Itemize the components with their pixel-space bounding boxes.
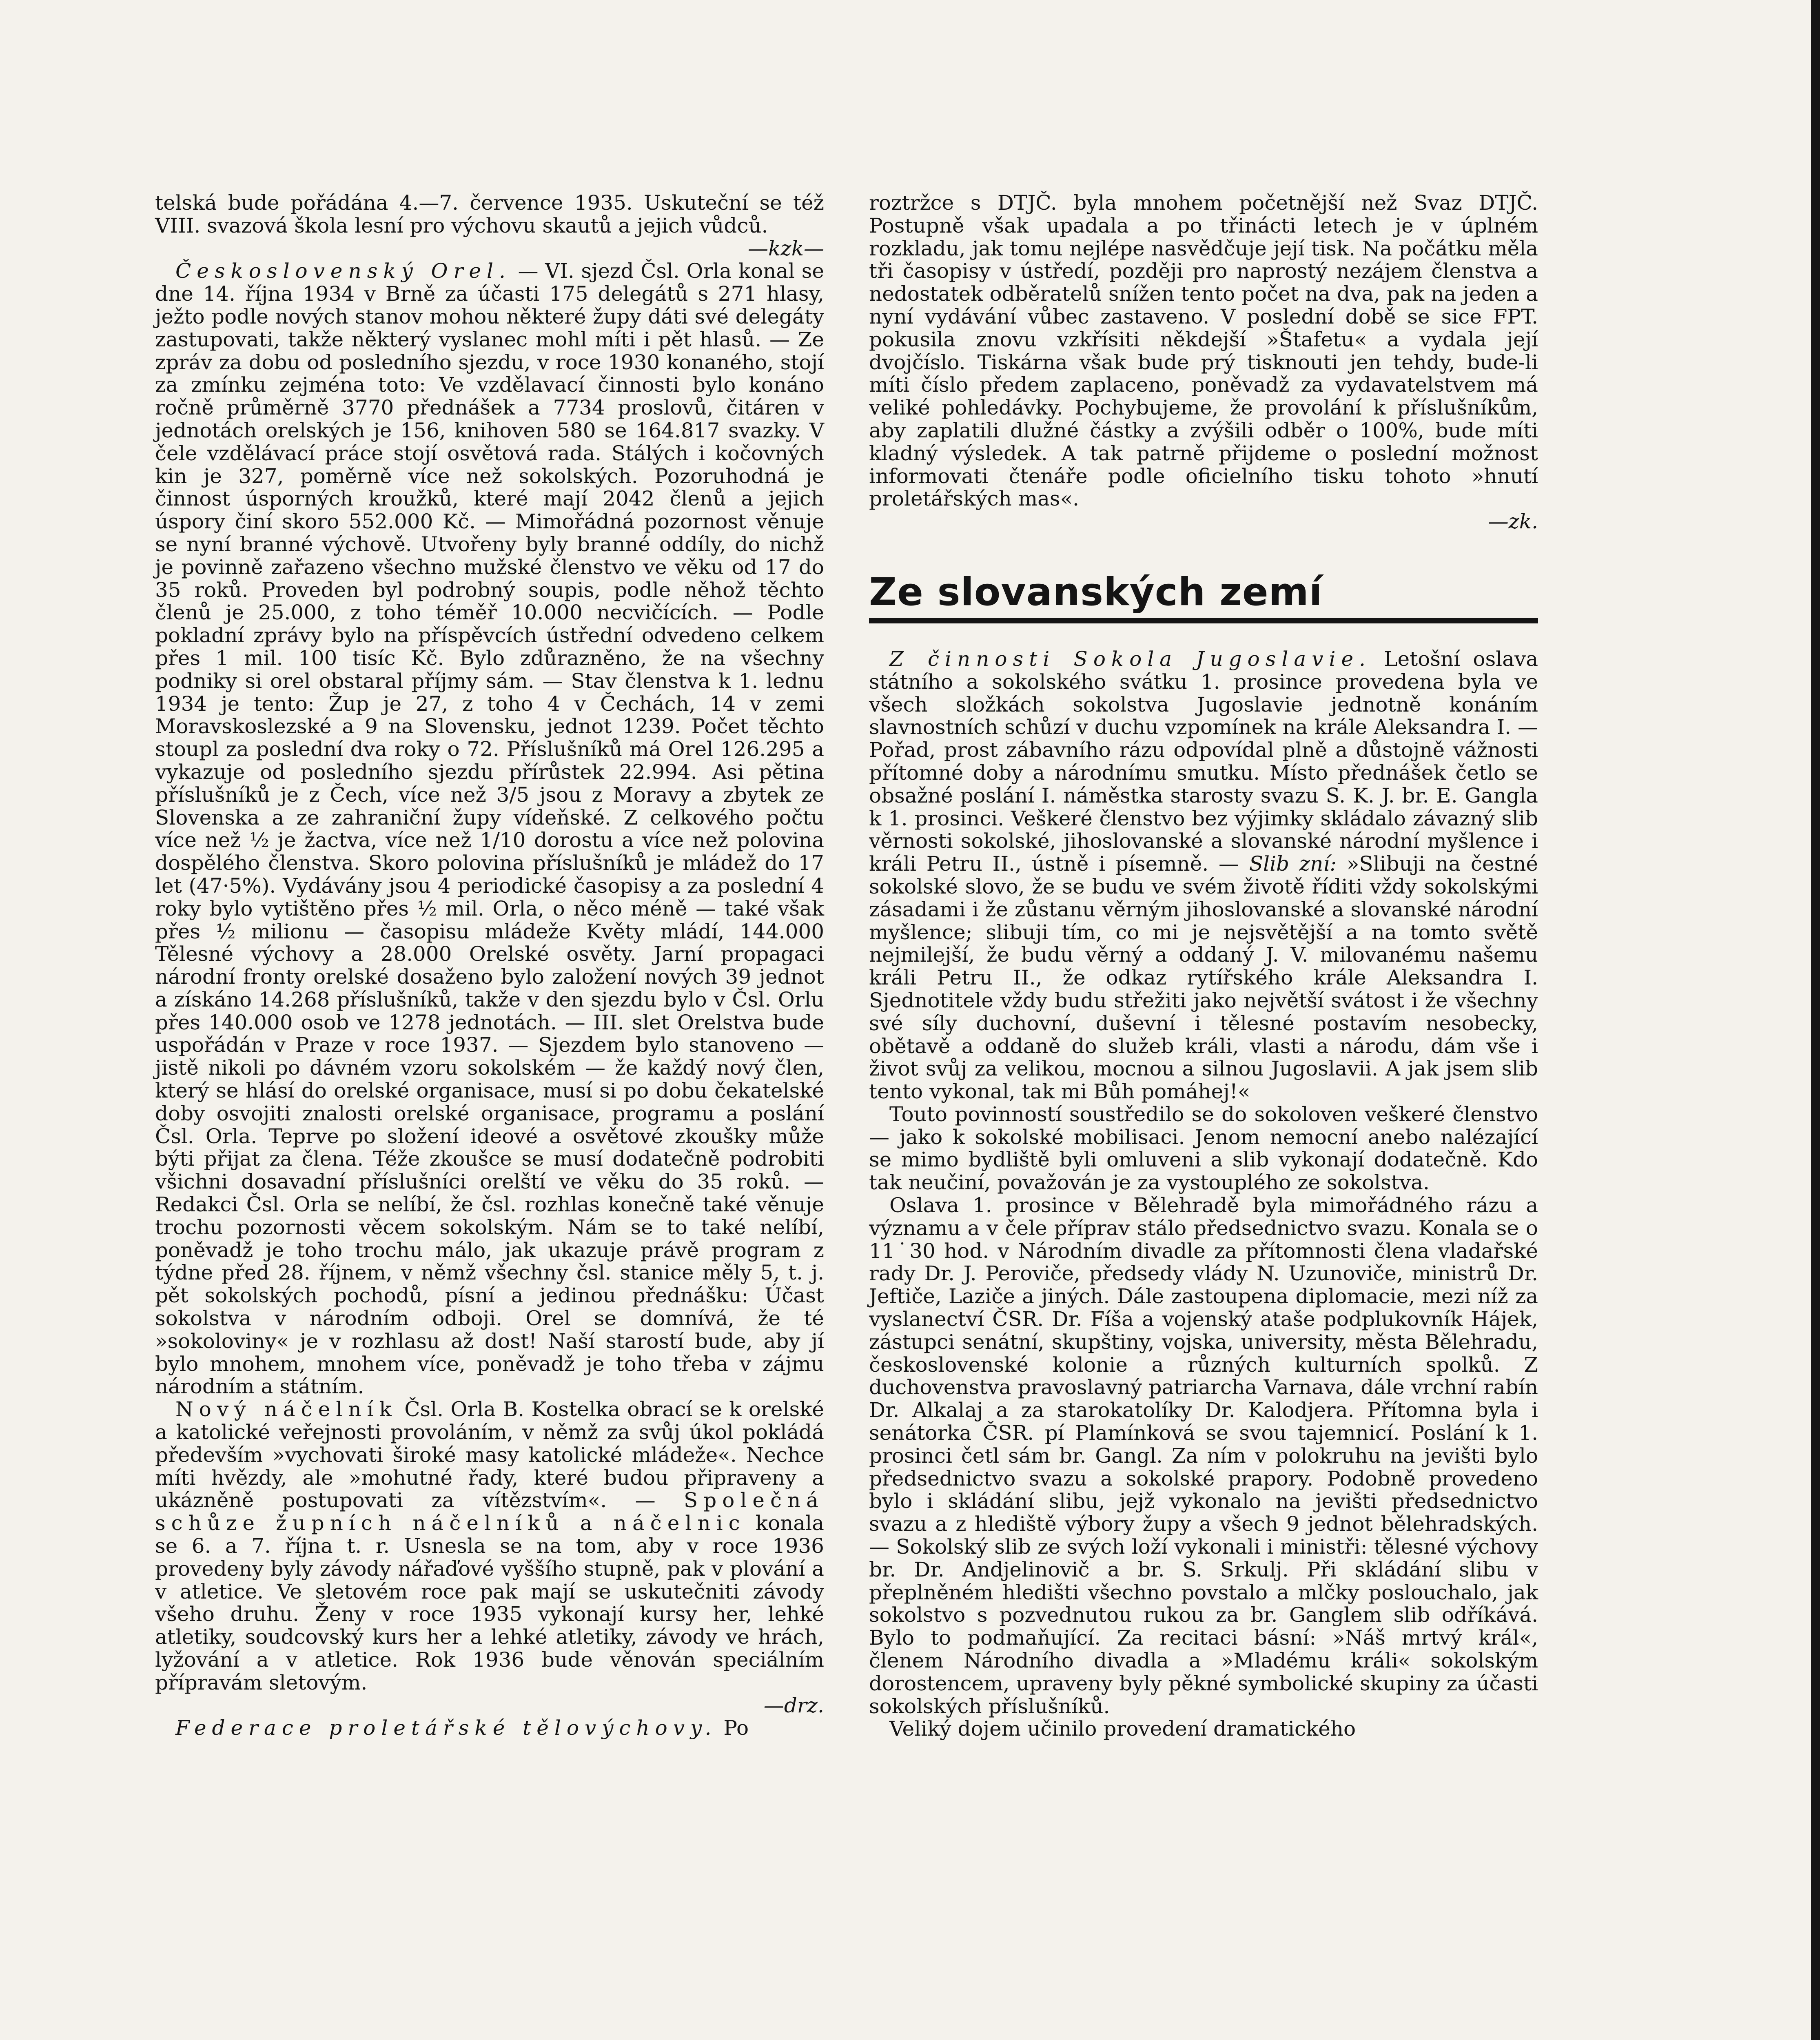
heading-sokol-jugoslavie: Z činnosti Sokola Jugoslavie. — [889, 647, 1371, 671]
paragraph-sokol-jugoslavie: Z činnosti Sokola Jugoslavie. Letošní oslava státního a sokolského svátku 1. prosince provedena byla ve všech složkách sokolstva Jugoslavie jednotně konáním slavnostních schůzí v duchu vzpomínek na krále Aleksandra I. — Pořad, prost zábavního rázu odpovídal plně a důstojně vážnosti přítomné doby a národnímu smutku. Místo přednášek četlo se obsažné poslání I. náměstka starosty svazu S. K. J. br. E. Gangla k 1. prosinci. Veškeré členstvo bez výjimky skládalo závazný slib věrnosti sokolské, jihoslovanské a slovanské národní myšlence i králi Petru II., ústně i písemně. — Slib zní: »Slibuji na čestné sokolské slovo, že se budu ve svém životě říditi vždy sokolskými zásadami i že zůstanu věrným jihoslovanské a slovanské národní myšlence; slibuji tím, co mi je nejsvětější a na tomto světě nejmilejší, že budu věrný a oddaný J. V. milovanému našemu králi Petru II., že odkaz rytířského krále Aleksandra I. Sjednotitele vždy budu střežiti jako největší svátost i že všechny své síly duchovní, duševní i tělesné postavím nesobecky, obětavě a oddaně do služeb králi, vlasti a národu, dám vše i život svůj za velikou, mocnou a silnou Jugoslavii. A jak jsem slib tento vykonal, tak mi Bůh pomáhej!« — [869, 647, 1538, 1104]
left-column — [155, 192, 824, 1740]
signature-kzk: —kzk— — [748, 236, 824, 260]
paragraph-fpt: roztržce s DTJČ. byla mnohem početnější než Svaz DTJČ. Postupně však upadala a po třinácti letech je v úplném rozkladu, jak tomu nejlépe nasvědčuje její tisk. Na počátku měla tři časopisy v ústředí, později pro naprostý nezájem členstva a nedostatek odběratelů snížen tento počet na dva, pak na jeden a nyní vydávání vůbec zastaveno. V poslední době se sice FPT. pokusila znovu vzkřísiti někdejší »Štafetu« a vydala její dvojčíslo. Tiskárna však bude prý tisknouti jen tehdy, bude-li míti číslo předem zaplaceno, poněvadž za vydavatelstvem má veliké pohledávky. Pochybujeme, že provolání k příslušníkům, aby zaplatili dlužné částky a zvýšili odběr o 100%, bude míti kladný výsledek. A tak patrně přijdeme o poslední možnost informovati čtenáře podle oficielního tisku tohoto »hnutí proletářských mas«. —zk. — [869, 191, 1538, 534]
heading-novy-nacelnik: Nový náčelník — [175, 1397, 397, 1421]
scan-edge-right — [1811, 0, 1820, 2040]
signature-drz: —drz. — [763, 1693, 824, 1717]
heading-ceskoslovensky-orel: Československý Orel. — [175, 259, 511, 283]
paragraph-federace: Federace proletářské tělovýchovy. Po — [175, 1716, 749, 1740]
heading-slib-zni: Slib zní: — [1249, 852, 1337, 876]
paragraph-dojem: Veliký dojem učinilo provedení dramatického — [889, 1717, 1356, 1741]
right-column — [869, 192, 1538, 1741]
section-title: Ze slovanských zemí — [869, 570, 1538, 623]
paragraph-skauti-end: telská bude pořádána 4.—7. července 1935. Uskuteční se též VIII. svazová škola lesní pro výchovu skautů a jejich vůdců. —kzk— — [155, 191, 824, 260]
signature-zk: —zk. — [1488, 510, 1538, 534]
paragraph-povinnost: Touto povinností soustředilo se do sokoloven veškeré členstvo — jako k sokolské mobilisaci. Jenom nemocní anebo nalézající se mimo bydliště byli omluveni a slib vykonají dodatečně. Kdo tak neučiní, považován je za vystouplého ze sokolstva. — [869, 1102, 1538, 1195]
heading-federace: Federace proletářské tělovýchovy. — [175, 1716, 717, 1740]
paragraph-orel: Československý Orel. — VI. sjezd Čsl. Orla konal se dne 14. října 1934 v Brně za účasti 175 delegátů s 271 hlasy, ježto podle nových stanov mohou některé župy dáti své delegáty zastupovati, takže některý vyslanec mohl míti i pět hlasů. — Ze zpráv za dobu od posledního sjezdu, v roce 1930 konaného, stojí za zmínku zejména toto: Ve vzdělavací činnosti bylo konáno ročně průměrně 3770 přednášek a 7734 proslovů, čitáren v jednotách orelských je 156, knihoven 580 se 164.817 svazky. V čele vzdělávací práce stojí osvětová rada. Stálých i kočovných kin je 327, poměrně více než sokolských. Pozoruhodná je činnost úsporných kroužků, které mají 2042 členů a jejich úspory činí skoro 552.000 Kč. — Mimořádná pozornost věnuje se nyní branné výchově. Utvořeny byly branné oddíly, do nichž je povinně zařazeno všechno mužské členstvo ve věku od 17 do 35 roků. Proveden byl podrobný soupis, podle něhož těchto členů je 25.000, z toho téměř 10.000 necvičících. — Podle pokladní zprávy bylo na příspěvcích ústřední odvedeno celkem přes 1 mil. 100 tisíc Kč. Bylo zdůrazněno, že na všechny podniky si orel obstaral příjmy sám. — Stav členstva k 1. lednu 1934 je tento: Žup je 27, z toho 4 v Čechách, 14 v zemi Moravskoslezské a 9 na Slovensku, jednot 1239. Počet těchto stoupl za poslední dva roky o 72. Příslušníků má Orel 126.295 a vykazuje od posledního sjezdu přírůstek 22.994. Asi pětina příslušníků je z Čech, více než 3/5 jsou z Moravy a zbytek ze Slovenska a ze zahraniční župy vídeňské. Z celkového počtu více než ½ je žactva, více než 1/10 dorostu a více než polovina dospělého členstva. Skoro polovina příslušníků je mládež do 17 let (47·5%). Vydávány jsou 4 periodické časopisy a za poslední 4 roky bylo vytištěno přes ½ mil. Orla, o něco méně — také však přes ½ milionu — časopisu mládeže Květy mládí, 144.000 Tělesné výchovy a 28.000 Orelské osvěty. Jarní propagaci národní fronty orelské dosaženo bylo založení nových 39 jednot a získáno 14.268 příslušníků, takže v den sjezdu bylo v Čsl. Orlu přes 140.000 osob ve 1278 jednotách. — III. slet Orelstva bude uspořádán v Praze v roce 1937. — Sjezdem bylo stanoveno — jistě nikoli po dávném vzoru sokolském — že každý nový člen, který se hlásí do orelské organisace, musí si po dobu čekatelské doby osvojiti znalosti orelské organisace, programu a poslání Čsl. Orla. Teprve po složení ideové a osvětové zkoušky může býti přijat za člena. Téže zkoušce se musí dodatečně podrobiti všichni dosavadní příslušníci orelští ve věku do 35 roků. — Redakci Čsl. Orla se nelíbí, že čsl. rozhlas konečně také věnuje trochu pozornosti věcem sokolským. Nám se to také nelíbí, poněvadž je toho trochu málo, jak ukazuje právě program z týdne před 28. říjnem, v němž všechny čsl. stanice měly 5, t. j. pět sokolských pochodů, písní a jedinou přednášku: Účast sokolstva v národním odboji. Orel se domnívá, že té »sokoloviny« je v rozhlasu až dost! Naší starostí bude, aby jí bylo mnohem, mnohem více, poněvadž je toho třeba v zájmu národním a státním. — [155, 259, 824, 1399]
paragraph-oslava-belehrad: Oslava 1. prosince v Bělehradě byla mimořádného rázu a významu a v čele příprav stálo předsednictvo svazu. Konala se o 11˙30 hod. v Národním divadle za přítomnosti člena vladařské rady Dr. J. Peroviče, předsedy vlády N. Uzunoviče, ministrů Dr. Jeftiče, Laziče a jiných. Dále zastoupena diplomacie, mezi níž za vyslanectví ČSR. Dr. Fíša a vojenský ataše podplukovník Hájek, zástupci senátní, skupštiny, vojska, university, města Bělehradu, československé kolonie a různých kulturních spolků. Z duchovenstva pravoslavný patriarcha Varnava, dále vrchní rabín Dr. Alkalaj a za starokatolíky Dr. Kalodjera. Přítomna byla i senátorka ČSR. pí Plamínková se svou tajemnicí. Poslání k 1. prosinci četl sám br. Gangl. Za ním v polokruhu na jevišti bylo předsednictvo svazu a sokolské prapory. Podobně provedeno bylo i skládání slibu, jejž vykonalo na jevišti předsednictvo svazu a z hlediště výbory župy a všech 9 jednot bělehradských. — Sokolský slib ze svých loží vykonali i ministři: tělesné výchovy br. Dr. Andjelinovič a br. S. Srkulj. Při skládání slibu v přeplněném hledišti všechno povstalo a mlčky poslouchalo, jak sokolstvo s pozvednutou rukou za br. Ganglem slib odříkává. Bylo to podmaňující. Za recitaci básní: »Náš mrtvý král«, členem Národního divadla a »Mladému králi« sokolským dorostencem, upraveny byly pěkné symbolické skupiny za účasti sokolských příslušníků. — [869, 1193, 1538, 1718]
heading-spolecna-schuze: Společná schůze župních náčelníků a náčelnic — [155, 1488, 824, 1535]
paragraph-novy-nacelnik: Nový náčelník Čsl. Orla B. Kostelka obrací se k orelské a katolické veřejnosti provoláním, v němž za svůj úkol pokládá především »vychovati široké masy katolické mládeže«. Nechce míti hvězdy, ale »mohutné řady, které budou připraveny a ukázněně postupovati za vítězstvím«. — Společná schůze župních náčelníků a náčelnic konala se 6. a 7. října t. r. Usnesla se na tom, aby v roce 1936 provedeny byly závody nářaďové vyššího stupně, pak v plování a v atletice. Ve sletovém roce pak mají se uskutečniti závody všeho druhu. Ženy v roce 1935 vykonají kursy her, lehké atletiky, soudcovský kurs her a lehké atletiky, závody ve hrách, lyžování a v atletice. Rok 1936 bude věnován speciálním přípravám sletovým. —drz. — [155, 1397, 824, 1717]
